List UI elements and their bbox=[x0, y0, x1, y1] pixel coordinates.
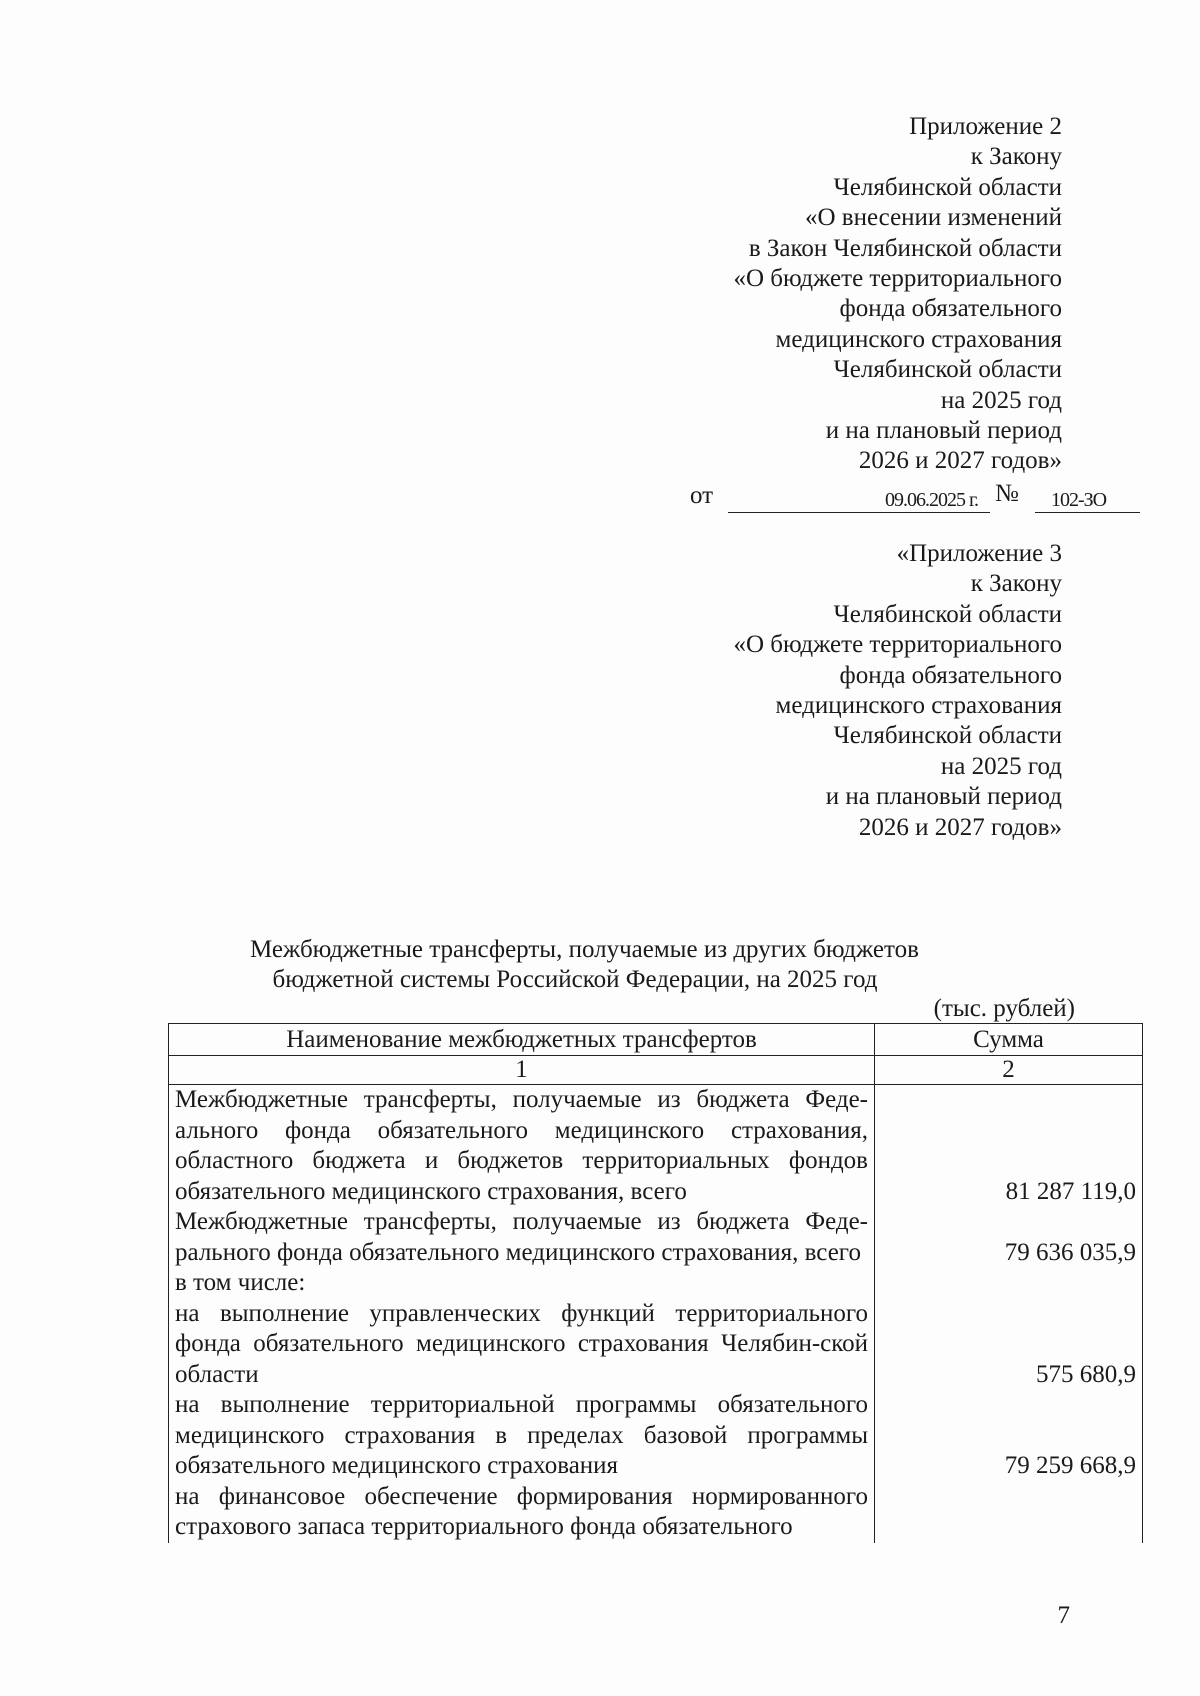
appendix-2-line: Челябинской области bbox=[833, 173, 1062, 201]
table-row bbox=[169, 1390, 1143, 1482]
appendix-3-line: Челябинской области bbox=[833, 600, 1062, 628]
appendix-2-line: «О внесении изменений bbox=[804, 204, 1062, 232]
table-row bbox=[169, 1299, 1143, 1391]
row-sum bbox=[875, 1482, 1143, 1543]
table-row bbox=[169, 1268, 1143, 1299]
table-row bbox=[169, 1085, 1143, 1208]
appendix-3-line: и на плановый период bbox=[825, 783, 1062, 811]
appendix-2-line: 2026 и 2027 годов» bbox=[858, 447, 1062, 475]
row-sum: 575 680,9 bbox=[875, 1299, 1143, 1391]
law-number: 102-ЗО bbox=[1051, 489, 1107, 511]
appendix-3-line: медицинского страхования bbox=[775, 692, 1062, 720]
appendix-2-line: в Закон Челябинской области bbox=[748, 234, 1062, 262]
appendix-3-line: Челябинской области bbox=[833, 722, 1062, 750]
appendix-3-line: «Приложение 3 bbox=[896, 540, 1062, 567]
row-name: на выполнение управленческих функций территориального фонда обязательного медицинского страхования Челябин-ской области bbox=[169, 1299, 875, 1391]
column-number: 1 bbox=[169, 1056, 875, 1085]
units-label: (тыс. рублей) bbox=[933, 995, 1075, 1022]
table-title-line: бюджетной системы Российской Федерации, на 2025 год bbox=[272, 966, 878, 993]
appendix-3-line: фонда обязательного bbox=[839, 661, 1062, 689]
appendix-2-line: фонда обязательного bbox=[839, 295, 1062, 323]
header-name: Наименование межбюджетных трансфертов bbox=[169, 1024, 875, 1056]
appendix-2-line: медицинского страхования bbox=[775, 325, 1062, 353]
row-sum bbox=[875, 1268, 1143, 1299]
appendix-2-line: на 2025 год bbox=[940, 386, 1062, 414]
appendix-2-line: к Закону bbox=[970, 143, 1062, 171]
appendix-3-line: на 2025 год bbox=[940, 752, 1062, 780]
table-row bbox=[169, 1207, 1143, 1268]
date-field bbox=[728, 482, 990, 513]
row-name: в том числе: bbox=[169, 1268, 875, 1299]
signature-date-line bbox=[690, 482, 1140, 516]
appendix-3-header bbox=[733, 539, 1062, 843]
row-sum: 81 287 119,0 bbox=[875, 1085, 1143, 1208]
row-name: Межбюджетные трансферты, получаемые из бюджета Феде-рального фонда обязательного медицинского страхования, всего bbox=[169, 1207, 875, 1268]
appendix-3-line: 2026 и 2027 годов» bbox=[858, 813, 1062, 841]
row-name: на выполнение территориальной программы обязательного медицинского страхования в пределах базовой программы обязательного медицинского страхования bbox=[169, 1390, 875, 1482]
header-sum: Сумма bbox=[875, 1024, 1143, 1056]
number-sign: № bbox=[995, 480, 1019, 507]
appendix-2-line: Челябинской области bbox=[833, 356, 1062, 384]
column-number: 2 bbox=[875, 1056, 1143, 1085]
appendix-3-line: «О бюджете территориального bbox=[733, 631, 1062, 659]
table-title bbox=[250, 935, 919, 995]
table-header-row bbox=[169, 1024, 1143, 1056]
table-row bbox=[169, 1482, 1143, 1543]
appendix-3-line: к Закону bbox=[970, 570, 1062, 598]
number-field bbox=[1035, 482, 1140, 513]
transfers-table bbox=[168, 1023, 1143, 1543]
appendix-2-line: и на плановый период bbox=[825, 417, 1062, 445]
law-date: 09.06.2025 г. bbox=[885, 489, 978, 511]
appendix-2-line: «О бюджете территориального bbox=[733, 265, 1062, 293]
column-number-row bbox=[169, 1056, 1143, 1085]
page-number: 7 bbox=[1057, 1602, 1070, 1629]
row-name: Межбюджетные трансферты, получаемые из бюджета Феде-ального фонда обязательного медицинского страхования, областного бюджета и бюджетов территориальных фондов обязательного медицинского страхования, всего bbox=[169, 1085, 875, 1208]
appendix-2-header bbox=[733, 112, 1062, 477]
date-prefix: от bbox=[690, 482, 714, 509]
row-sum: 79 636 035,9 bbox=[875, 1207, 1143, 1268]
appendix-2-line: Приложение 2 bbox=[909, 113, 1062, 140]
table-title-line: Межбюджетные трансферты, получаемые из других бюджетов bbox=[250, 936, 919, 963]
row-name: на финансовое обеспечение формирования нормированного страхового запаса территориального фонда обязательного bbox=[169, 1482, 875, 1543]
row-sum: 79 259 668,9 bbox=[875, 1390, 1143, 1482]
